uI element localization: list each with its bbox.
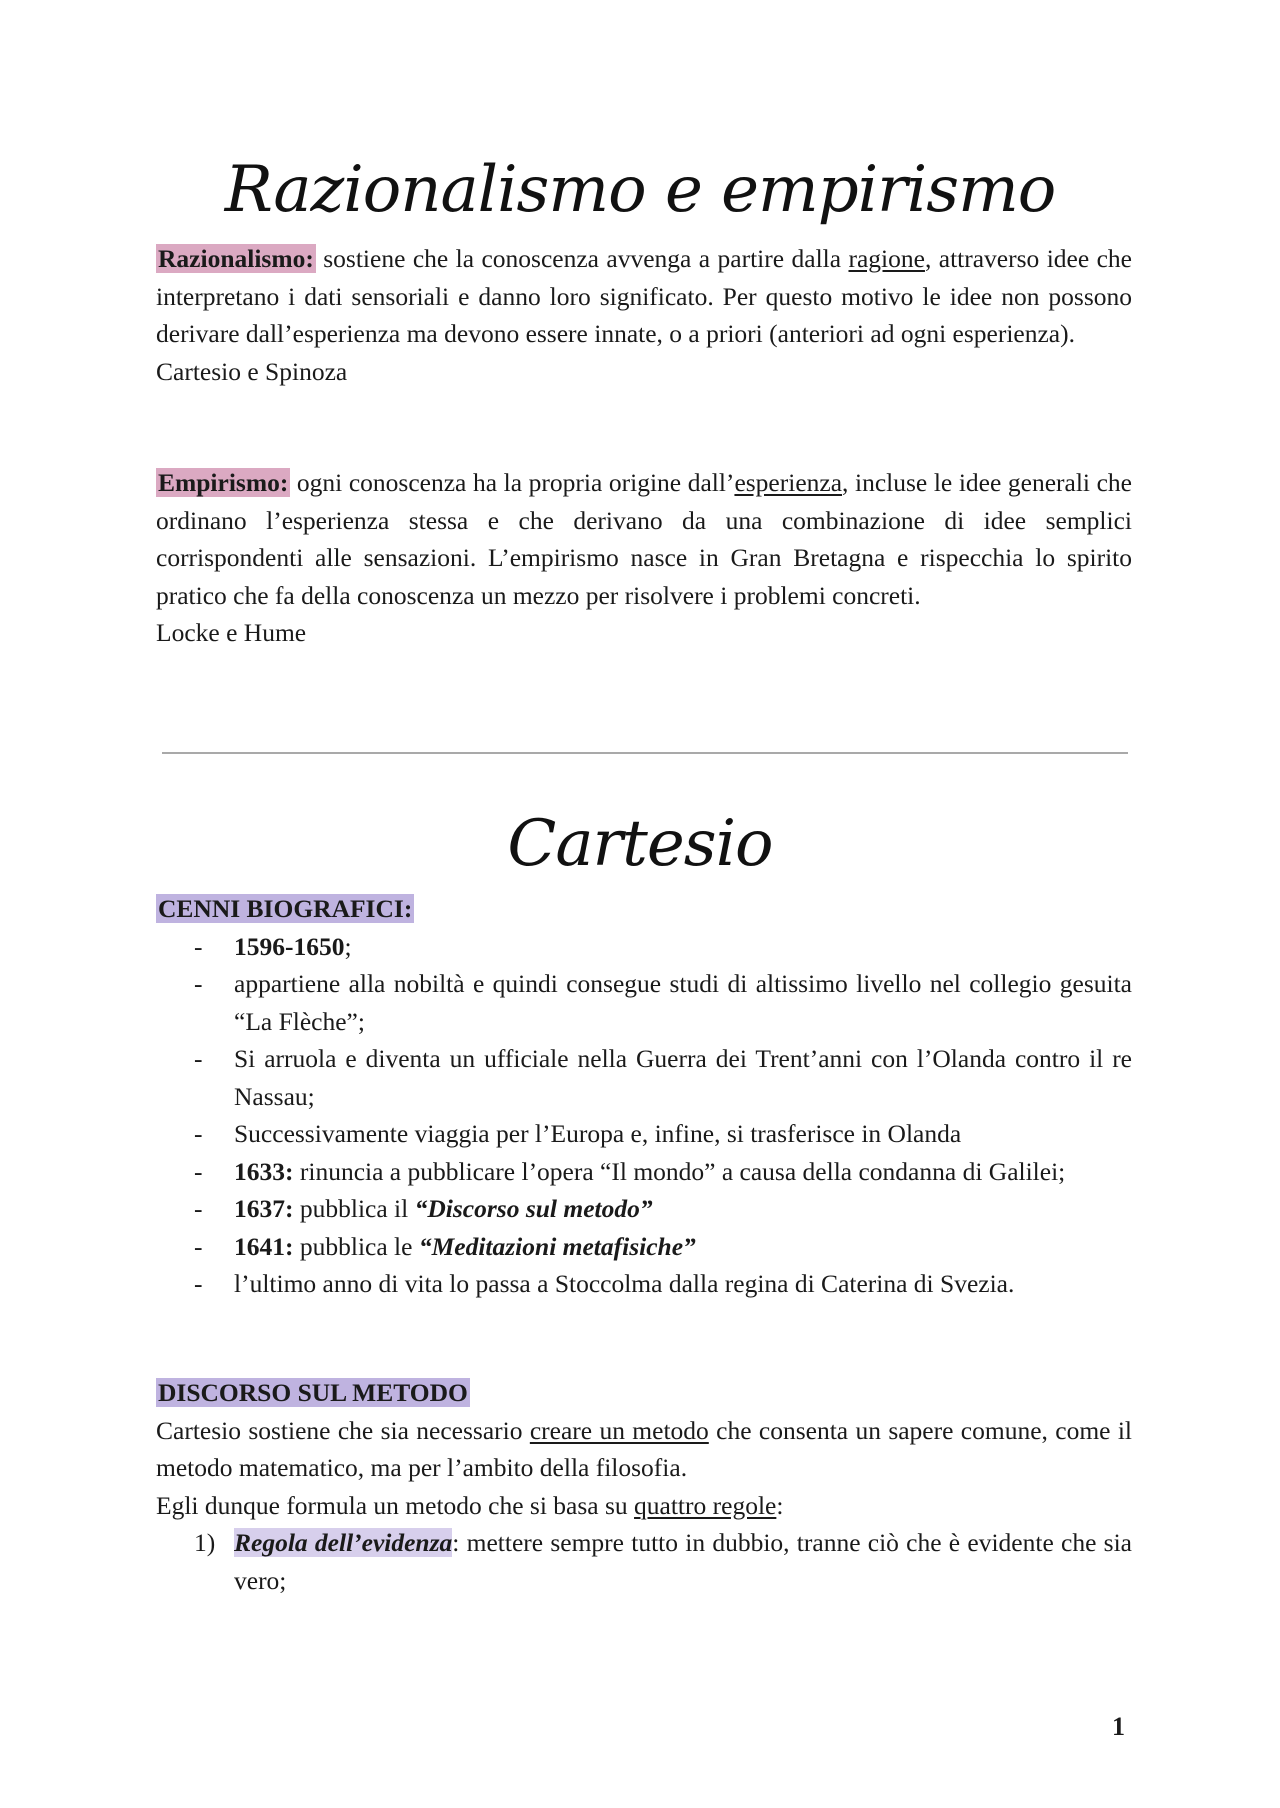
bio-item-title: “Discorso sul metodo” [414, 1194, 653, 1223]
bio-item-bold: 1637: [234, 1194, 294, 1223]
razionalismo-authors: Cartesio e Spinoza [156, 356, 348, 386]
bio-item-text: appartiene alla nobiltà e quindi consegue studi di altissimo livello nel collegio gesuita “La Flèche”; [234, 969, 1132, 1036]
bio-item-text: rinuncia a pubblicare l’opera “Il mondo” a causa della condanna di Galilei; [293, 1156, 1066, 1186]
bio-item-bold: 1641: [234, 1231, 294, 1261]
bio-item-bold: 1633: [234, 1156, 294, 1186]
bio-item-text: Successivamente viaggia per l’Europa e, infine, si trasferisce in Olanda [234, 1119, 962, 1148]
page-number: 1 [1112, 1712, 1125, 1741]
discorso-p2-text-a: Egli dunque formula un metodo che si basa su [156, 1490, 635, 1520]
razionalismo-section [156, 240, 1132, 390]
discorso-heading-line [156, 1374, 1132, 1412]
bio-item-text: Si arruola e diventa un ufficiale nella Guerra dei Trent’anni con l’Olanda contro il re Nassau; [234, 1044, 1132, 1111]
bullet-dash: - [194, 1044, 203, 1073]
empirismo-label: Empirismo: [158, 468, 289, 497]
bio-item-text: ; [344, 931, 352, 961]
razionalismo-text-a: sostiene che la conoscenza avvenga a partire dalla [315, 244, 849, 273]
cenni-heading-line [156, 890, 1132, 928]
discorso-p1-text-b: che consenta un sapere comune, come il metodo matematico, ma per l’ambito della filosofia. [156, 1415, 1132, 1482]
discorso-p1-underlined: creare un metodo [529, 1415, 709, 1445]
bullet-dash: - [194, 931, 203, 961]
empirismo-underlined: esperienza [734, 468, 843, 497]
bio-item [156, 1265, 1132, 1303]
section-title-cartesio: Cartesio [507, 807, 773, 881]
bio-item [156, 1190, 1132, 1228]
rule-name: Regola dell’evidenza [234, 1528, 453, 1557]
empirismo-section [156, 464, 1132, 652]
bio-item-text: pubblica le [293, 1231, 419, 1261]
razionalismo-underlined: ragione [848, 244, 925, 273]
cenni-biografici-section [156, 890, 1132, 1303]
razionalismo-text-b: , attraverso idee che interpretano i dati sensoriali e danno loro significato. Per questo motivo le idee non possono derivare dall’esperienza ma devono essere innate, o a priori (anteriori ad ogni esperienza). [156, 244, 1132, 348]
page-title: Razionalismo e empirismo [224, 153, 1056, 227]
empirismo-authors: Locke e Hume [156, 618, 307, 647]
bullet-dash: - [194, 1119, 203, 1148]
rule-item [156, 1524, 1132, 1599]
bio-list [156, 928, 1132, 1303]
discorso-p2-underlined: quattro regole [634, 1490, 777, 1520]
rule-text: : mettere sempre tutto in dubbio, tranne ciò che è evidente che sia vero; [234, 1528, 1132, 1595]
bio-item-text: l’ultimo anno di vita lo passa a Stoccolma dalla regina di Caterina di Svezia. [234, 1269, 1015, 1298]
rule-number: 1) [194, 1528, 216, 1557]
discorso-p1-text-a: Cartesio sostiene che sia necessario [156, 1415, 530, 1445]
cenni-heading: CENNI BIOGRAFICI: [158, 894, 413, 923]
discorso-heading: DISCORSO SUL METODO [158, 1378, 468, 1407]
discorso-paragraph-1 [156, 1412, 1132, 1487]
discorso-section [156, 1374, 1132, 1599]
empirismo-text-a: ogni conoscenza ha la propria origine dall’ [290, 468, 735, 497]
bullet-dash: - [194, 969, 203, 998]
bullet-dash: - [194, 1231, 203, 1261]
empirismo-paragraph [156, 464, 1132, 614]
bullet-dash: - [194, 1194, 203, 1223]
bio-item-bold: 1596-1650 [234, 931, 345, 961]
bio-item [156, 1153, 1132, 1191]
bio-item [156, 928, 1132, 966]
bullet-dash: - [194, 1269, 203, 1298]
empirismo-text-b: , incluse le idee generali che ordinano l’esperienza stessa e che derivano da una combinazione di idee semplici corrispondenti alle sensazioni. L’empirismo nasce in Gran Bretagna e rispecchia lo spirito pratico che fa della conoscenza un mezzo per risolvere i problemi concreti. [156, 468, 1132, 610]
bio-item [156, 1040, 1132, 1115]
discorso-p2-text-b: : [776, 1490, 784, 1520]
bullet-dash: - [194, 1156, 203, 1186]
section-divider [162, 752, 1128, 754]
razionalismo-paragraph [156, 240, 1132, 353]
bio-item [156, 1228, 1132, 1266]
rules-list [156, 1524, 1132, 1599]
bio-item-text: pubblica il [293, 1194, 415, 1223]
bio-item [156, 1115, 1132, 1153]
bio-item-title: “Meditazioni metafisiche” [418, 1231, 696, 1261]
bio-item [156, 965, 1132, 1040]
discorso-paragraph-2 [156, 1487, 1132, 1525]
razionalismo-label: Razionalismo: [158, 244, 314, 273]
